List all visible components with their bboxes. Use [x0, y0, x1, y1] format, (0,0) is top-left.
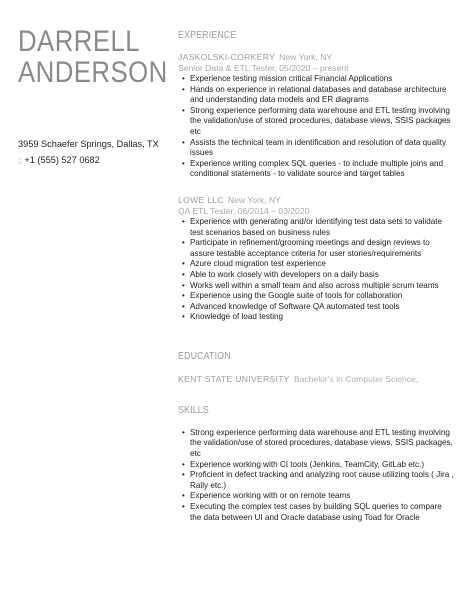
job-title: Senior Data & ETL Tester, 05/2020 – present [178, 63, 349, 73]
section-heading-experience: EXPERIENCE [178, 30, 237, 41]
education-degree: Bachelor's in Computer Science, [293, 373, 419, 384]
list-item: • Advanced knowledge of Software QA automated test tools [182, 301, 400, 311]
job-location: New York, NY [227, 194, 281, 205]
job-company: LOWE LLC [178, 194, 224, 205]
list-item: • Participate in refinement/grooming meetings and design reviews to assure testable acceptance criteria for user stories/requirements [182, 238, 430, 258]
list-item: • Experience working with or on remote teams [182, 491, 351, 501]
name-block [18, 26, 168, 88]
list-item: • Azure cloud migration test experience [182, 259, 326, 269]
list-item: • Experience testing mission critical Financial Applications [182, 74, 393, 83]
list-item: • Works well within a small team and also across multiple scrum teams [182, 280, 439, 290]
list-item: • Assists the technical team in identification and resolution of data quality issues [182, 137, 447, 158]
job-header [178, 195, 454, 205]
job-company: JASKOLSKI-CORKERY [178, 52, 276, 62]
job-bullets [178, 74, 454, 180]
job-header [178, 52, 454, 62]
list-item: • Experience working with CI tools (Jenkins, TeamCity, GitLab etc.) [182, 459, 425, 469]
list-item: • Experience writing complex SQL queries - to include multiple joins and conditional statements - to validate source and target tables [182, 158, 444, 179]
job-location: New York, NY [279, 52, 333, 62]
list-item: • Able to work closely with developers on a daily basis [182, 269, 379, 279]
list-item: • Strong experience performing data warehouse and ETL testing involving the validation/use of stored procedures, database views, SSIS packages etc [182, 105, 451, 136]
contact-block [18, 136, 159, 169]
list-item: • Experience with generating and/or identifying test data sets to validate test scenarios based on business rules [182, 216, 443, 237]
list-item: • Strong experience performing data warehouse and ETL testing involving the validation/use of stored procedures, database views, SSIS packages, etc [182, 427, 453, 459]
last-name: ANDERSON [18, 56, 168, 89]
job-entry [178, 52, 454, 180]
skills-list [178, 428, 454, 523]
section-heading-skills: SKILLS [178, 404, 209, 416]
list-item: • Executing the complex test cases by building SQL queries to compare the data between UI and Oracle database using Toad for Oracle [182, 502, 442, 522]
education-entry [178, 374, 454, 384]
phone-number: +1 (555) 527 0682 [24, 155, 100, 165]
education-school: KENT STATE UNIVERSITY [178, 373, 290, 384]
job-entry [178, 195, 454, 323]
job-bullets [178, 217, 454, 323]
phone-icon: ▯ [18, 156, 23, 165]
job-title: QA ETL Tester, 06/2014 – 03/2020 [178, 205, 310, 216]
first-name: DARRELL [18, 25, 141, 58]
phone-row [18, 152, 159, 169]
list-item: • Hands on experience in relational databases and database architecture and understanding data models and ER diagrams [182, 84, 447, 105]
list-item: • Proficient in defect tracking and analyzing root cause utilizing tools ( Jira , Rally etc.) [182, 470, 454, 490]
address: 3959 Schaefer Springs, Dallas, TX [18, 139, 159, 149]
main-column [178, 30, 454, 523]
section-heading-education: EDUCATION [178, 350, 231, 362]
list-item: • Experience using the Google suite of tools for collaboration [182, 291, 403, 301]
list-item: • Knowledge of load testing [182, 312, 284, 322]
